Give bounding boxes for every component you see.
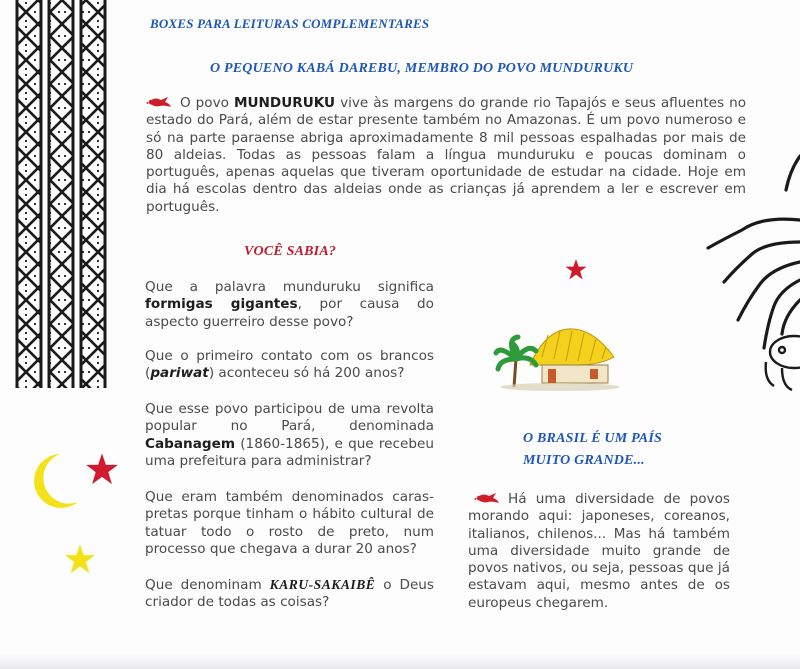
page-bottom-shadow	[0, 652, 800, 669]
item-2-after: ) aconteceu só há 200 anos?	[208, 365, 405, 382]
section-title: BOXES PARA LEITURAS COMPLEMENTARES	[150, 16, 430, 31]
item-2-highlight: pariwat	[150, 365, 209, 382]
main-box-paragraph	[146, 94, 746, 216]
item-1-before: Que a palavra munduruku significa	[145, 279, 434, 295]
brasil-box-title	[523, 428, 662, 472]
main-body: vive às margens do grande rio Tapajós e seus afluentes no estado do Pará, além de estar presente também no Amazonas. É um povo numeroso e só na parte paraense abriga aproximadamente 8 mil pessoas espalhadas por mais de 80 aldeias. Todas as pessoas falam a língua munduruku e poucas dominam o português, apenas aquelas que tiveram oportunidade de estudar na cidade. Hoje em dia há escolas dentro das aldeias onde as crianças já aprendem a ler e escrever em português.	[146, 95, 747, 215]
item-5-before: Que denominam	[145, 577, 262, 593]
voce-sabia-item-1	[145, 279, 434, 331]
voce-sabia-item-4	[145, 489, 434, 558]
item-5-after: o Deus criador de todas as coisas?	[145, 577, 435, 611]
item-1-after: , por causa do aspecto guerreiro desse povo?	[145, 296, 434, 330]
main-lead: O povo	[180, 95, 229, 111]
brasil-body: Há uma diversidade de povos morando aqui: japoneses, coreanos, italianos, chilenos... Mas há também uma diversidade muito grande de povos nativos, ou seja, pessoas que já estavam aqui, mesmo antes de os europeus chegarem.	[468, 491, 730, 611]
woven-pattern-border	[14, 0, 114, 388]
voce-sabia-item-2	[145, 348, 434, 383]
hut-illustration-icon	[490, 325, 620, 393]
people-name: MUNDURUKU	[233, 95, 336, 111]
item-3-after: (1860-1865), e que recebeu uma prefeitura para administrar?	[145, 435, 434, 469]
main-box-title: O PEQUENO KABÁ DAREBU, MEMBRO DO POVO MUNDURUKU	[210, 61, 634, 76]
voce-sabia-title: VOCÊ SABIA?	[244, 244, 337, 259]
voce-sabia-item-3	[145, 401, 434, 470]
brasil-title-line-1: O BRASIL É UM PAÍS	[523, 431, 662, 446]
red-star-icon	[84, 452, 120, 488]
item-3-highlight: Cabanagem	[145, 435, 236, 452]
spider-drawing-icon	[702, 150, 800, 400]
item-1-highlight: formigas gigantes	[145, 296, 298, 313]
item-2-before: Que o primeiro contato com os brancos (	[145, 348, 434, 382]
red-star-icon	[564, 258, 588, 282]
item-3-before: Que esse povo participou de uma revolta popular no Pará, denominada	[145, 401, 434, 435]
voce-sabia-item-5	[145, 576, 434, 612]
item-4-text: Que eram também denominados caras-pretas porque tinham o hábito cultural de tatuar todo o rosto de preto, num processo que chegava a durar 20 anos?	[145, 489, 434, 557]
item-5-highlight: KARU-SAKAIBÊ	[269, 577, 376, 592]
yellow-star-icon	[63, 543, 97, 577]
brasil-box-paragraph	[468, 490, 730, 612]
brasil-title-line-2: MUITO GRANDE...	[523, 453, 645, 468]
red-bird-icon	[474, 490, 500, 506]
yellow-moon-icon	[30, 452, 82, 510]
red-bird-icon	[146, 94, 172, 110]
